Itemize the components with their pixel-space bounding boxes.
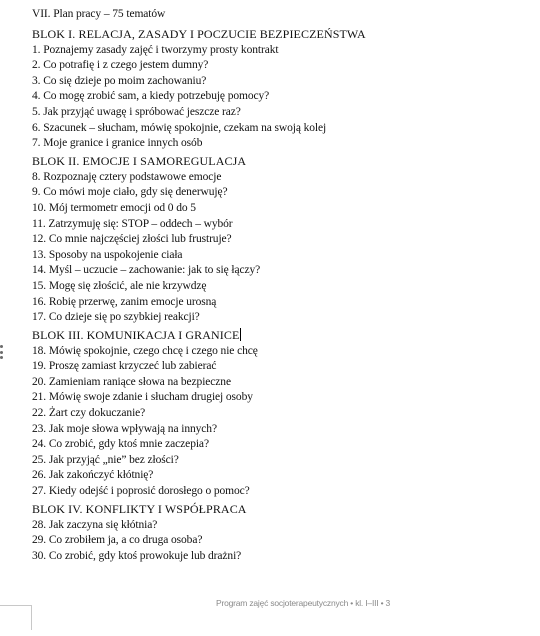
list-item: 3. Co się dzieje po moim zachowaniu? <box>32 74 207 87</box>
list-item: 1. Poznajemy zasady zajęć i tworzymy prosty kontrakt <box>32 43 279 56</box>
list-item: 29. Co zrobiłem ja, a co druga osoba? <box>32 534 203 547</box>
list-item: 20. Zamieniam raniące słowa na bezpieczne <box>32 375 231 388</box>
list-item: 23. Jak moje słowa wpływają na innych? <box>32 422 217 435</box>
list-item: 18. Mówię spokojnie, czego chcę i czego nie chcę <box>32 344 258 357</box>
list-item: 7. Moje granice i granice innych osób <box>32 137 203 150</box>
list-item: 11. Zatrzymuję się: STOP – oddech – wybór <box>32 217 233 230</box>
list-item: 30. Co zrobić, gdy ktoś prowokuje lub drażni? <box>32 549 242 562</box>
list-item: 28. Jak zaczyna się kłótnia? <box>32 518 158 531</box>
list-item: 8. Rozpoznaję cztery podstawowe emocje <box>32 170 222 183</box>
list-item: 16. Robię przerwę, zanim emocje urosną <box>32 295 217 308</box>
page-footer: Program zajęć socjoterapeutycznych • kl. I–III • 3 <box>216 598 391 608</box>
list-item: 22. Żart czy dokuczanie? <box>32 407 146 420</box>
list-item: 9. Co mówi moje ciało, gdy się denerwuję? <box>32 186 228 199</box>
list-item: 17. Co dzieje się po szybkiej reakcji? <box>32 311 200 324</box>
list-item: 21. Mówię swoje zdanie i słucham drugiej osoby <box>32 391 253 404</box>
list-item: 15. Mogę się złościć, ale nie krzywdzę <box>32 279 207 292</box>
list-item: 19. Proszę zamiast krzyczeć lub zabierać <box>32 360 217 373</box>
block-heading-3 <box>32 327 512 344</box>
list-item: 4. Co mogę zrobić sam, a kiedy potrzebuję pomocy? <box>32 90 270 103</box>
document-body[interactable] <box>32 7 512 564</box>
list-item: 14. Myśl – uczucie – zachowanie: jak to się łączy? <box>32 264 261 277</box>
block-heading-2: BLOK II. EMOCJE I SAMOREGULACJA <box>32 153 247 168</box>
list-item: 26. Jak zakończyć kłótnię? <box>32 469 154 482</box>
text-cursor <box>240 328 241 341</box>
list-item: 10. Mój termometr emocji od 0 do 5 <box>32 201 196 214</box>
block-heading-3-text: BLOK III. KOMUNIKACJA I GRANICE <box>32 327 240 342</box>
block-heading-4: BLOK IV. KONFLIKTY I WSPÓŁPRACA <box>32 501 247 516</box>
list-item: 12. Co mnie najczęściej złości lub frustruje? <box>32 233 232 246</box>
list-item: 27. Kiedy odejść i poprosić dorosłego o pomoc? <box>32 485 250 498</box>
block-heading-1: BLOK I. RELACJA, ZASADY I POCZUCIE BEZPIECZEŃSTWA <box>32 26 366 41</box>
list-item: 6. Szacunek – słucham, mówię spokojnie, czekam na swoją kolej <box>32 121 327 134</box>
page-corner-mark <box>0 605 32 630</box>
list-item: 13. Sposoby na uspokojenie ciała <box>32 248 183 261</box>
plan-title: VII. Plan pracy – 75 tematów <box>32 8 166 20</box>
list-item: 24. Co zrobić, gdy ktoś mnie zaczepia? <box>32 438 209 451</box>
list-item: 2. Co potrafię i z czego jestem dumny? <box>32 59 209 72</box>
list-item: 25. Jak przyjąć „nie” bez złości? <box>32 453 179 466</box>
list-item: 5. Jak przyjąć uwagę i spróbować jeszcze raz? <box>32 105 241 118</box>
drag-handle-icon[interactable] <box>0 345 4 363</box>
